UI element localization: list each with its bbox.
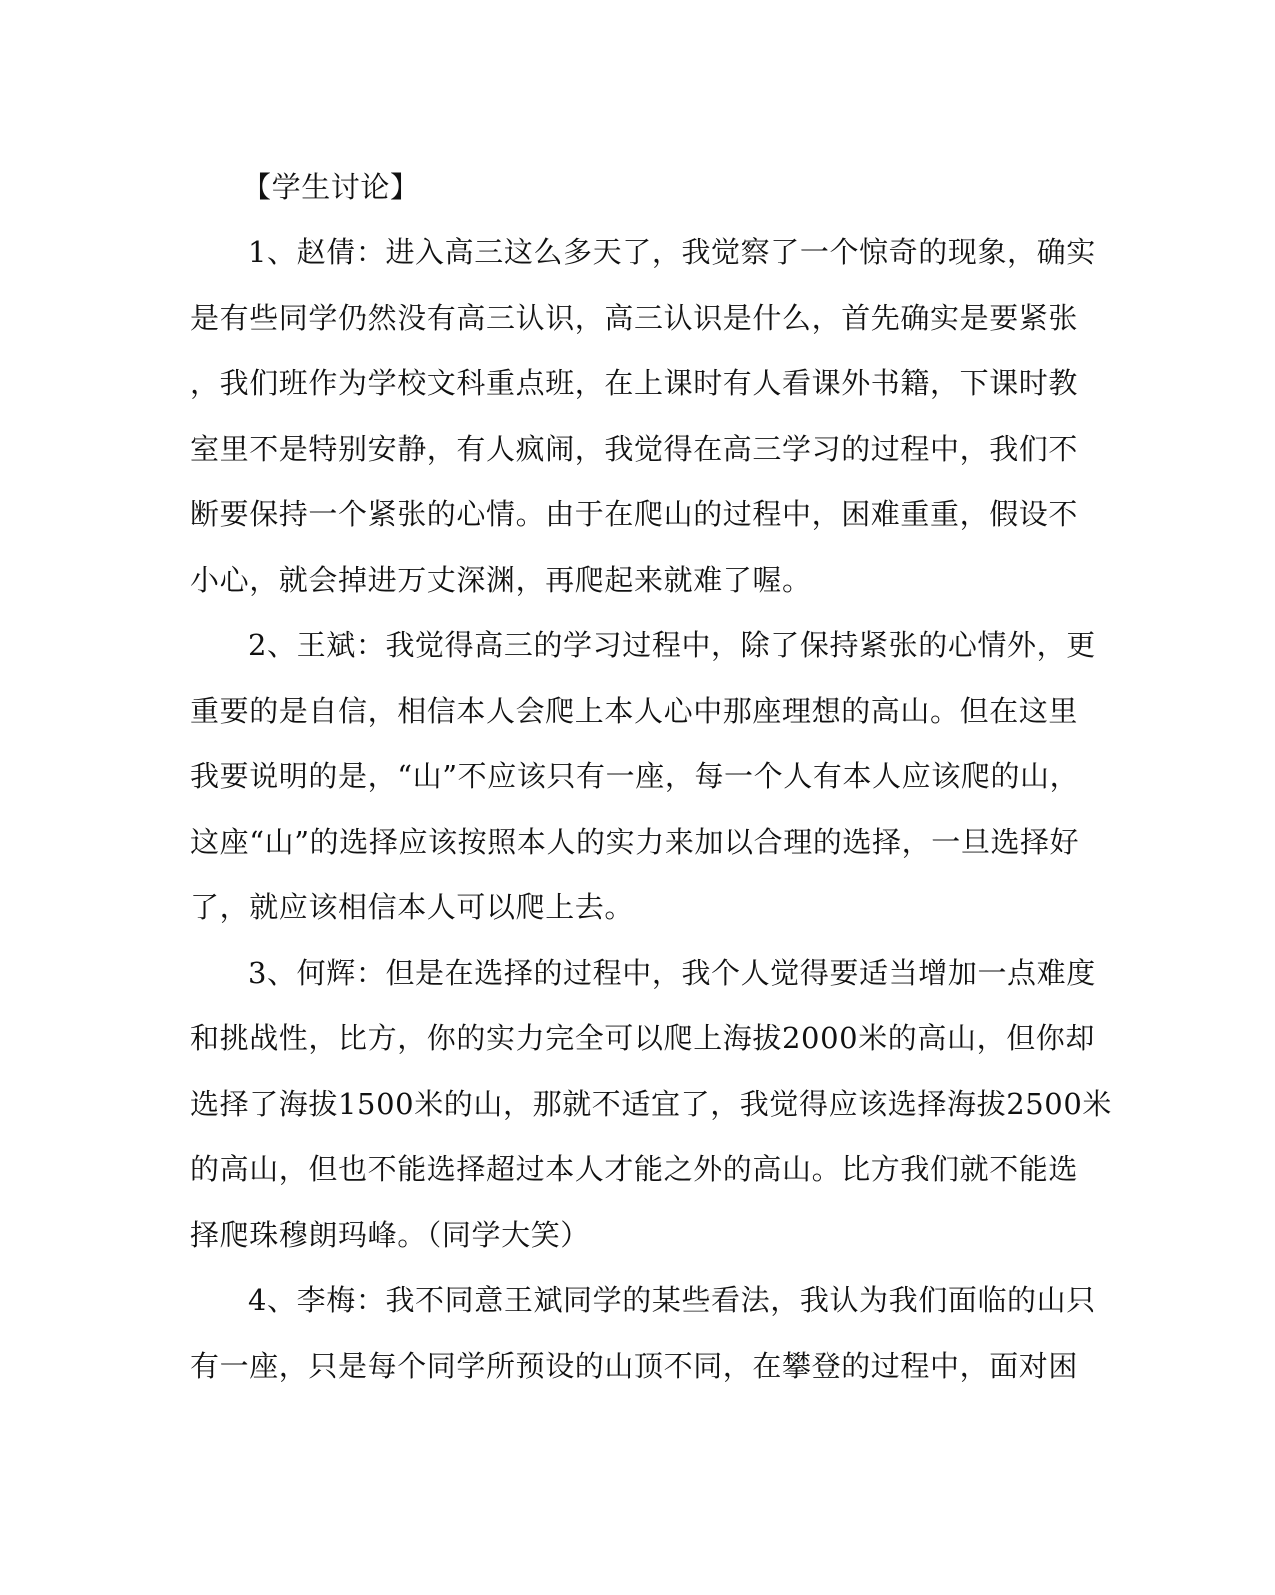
paragraph-line: 重要的是自信，相信本人会爬上本人心中那座理想的高山。但在这里: [190, 693, 1079, 728]
paragraph-line: 这座“山”的选择应该按照本人的实力来加以合理的选择，一旦选择好: [190, 824, 1080, 859]
paragraph-line: ，我们班作为学校文科重点班，在上课时有人看课外书籍，下课时教: [190, 366, 1079, 400]
paragraph-3: [190, 941, 1113, 1269]
paragraph-line: 择爬珠穆朗玛峰。（同学大笑）: [190, 1217, 590, 1252]
paragraph-line: 2、王斌：我觉得高三的学习过程中，除了保持紧张的心情外，更: [248, 628, 1096, 662]
paragraph-line: 的高山，但也不能选择超过本人才能之外的高山。比方我们就不能选: [190, 1152, 1079, 1186]
paragraph-line: 了，就应该相信本人可以爬上去。: [190, 890, 635, 924]
paragraph-line: 断要保持一个紧张的心情。由于在爬山的过程中，困难重重，假设不: [190, 497, 1079, 531]
paragraph-line: 是有些同学仍然没有高三认识，高三认识是什么，首先确实是要紧张: [190, 300, 1079, 335]
paragraph-4: [190, 1268, 1096, 1399]
paragraph-line: 和挑战性，比方，你的实力完全可以爬上海拔2000米的高山，但你却: [190, 1021, 1096, 1055]
section-heading: 【学生讨论】: [242, 170, 420, 204]
paragraph-line: 4、李梅：我不同意王斌同学的某些看法，我认为我们面临的山只: [248, 1283, 1096, 1317]
paragraph-line: 室里不是特别安静，有人疯闹，我觉得在高三学习的过程中，我们不: [190, 431, 1079, 466]
paragraph-2: [190, 613, 1096, 941]
paragraph-line: 选择了海拔1500米的山，那就不适宜了，我觉得应该选择海拔2500米: [190, 1086, 1113, 1121]
paragraph-1: [190, 220, 1096, 613]
paragraph-line: 我要说明的是，“山”不应该只有一座，每一个人有本人应该爬的山，: [190, 759, 1080, 793]
paragraph-line: 1、赵倩：进入高三这么多天了，我觉察了一个惊奇的现象，确实: [248, 235, 1096, 269]
document-body: [190, 155, 1113, 1399]
paragraph-line: 有一座，只是每个同学所预设的山顶不同，在攀登的过程中，面对困: [190, 1348, 1079, 1383]
paragraph-line: 小心，就会掉进万丈深渊，再爬起来就难了喔。: [190, 562, 812, 597]
paragraph-line: 3、何辉：但是在选择的过程中，我个人觉得要适当增加一点难度: [248, 955, 1096, 990]
